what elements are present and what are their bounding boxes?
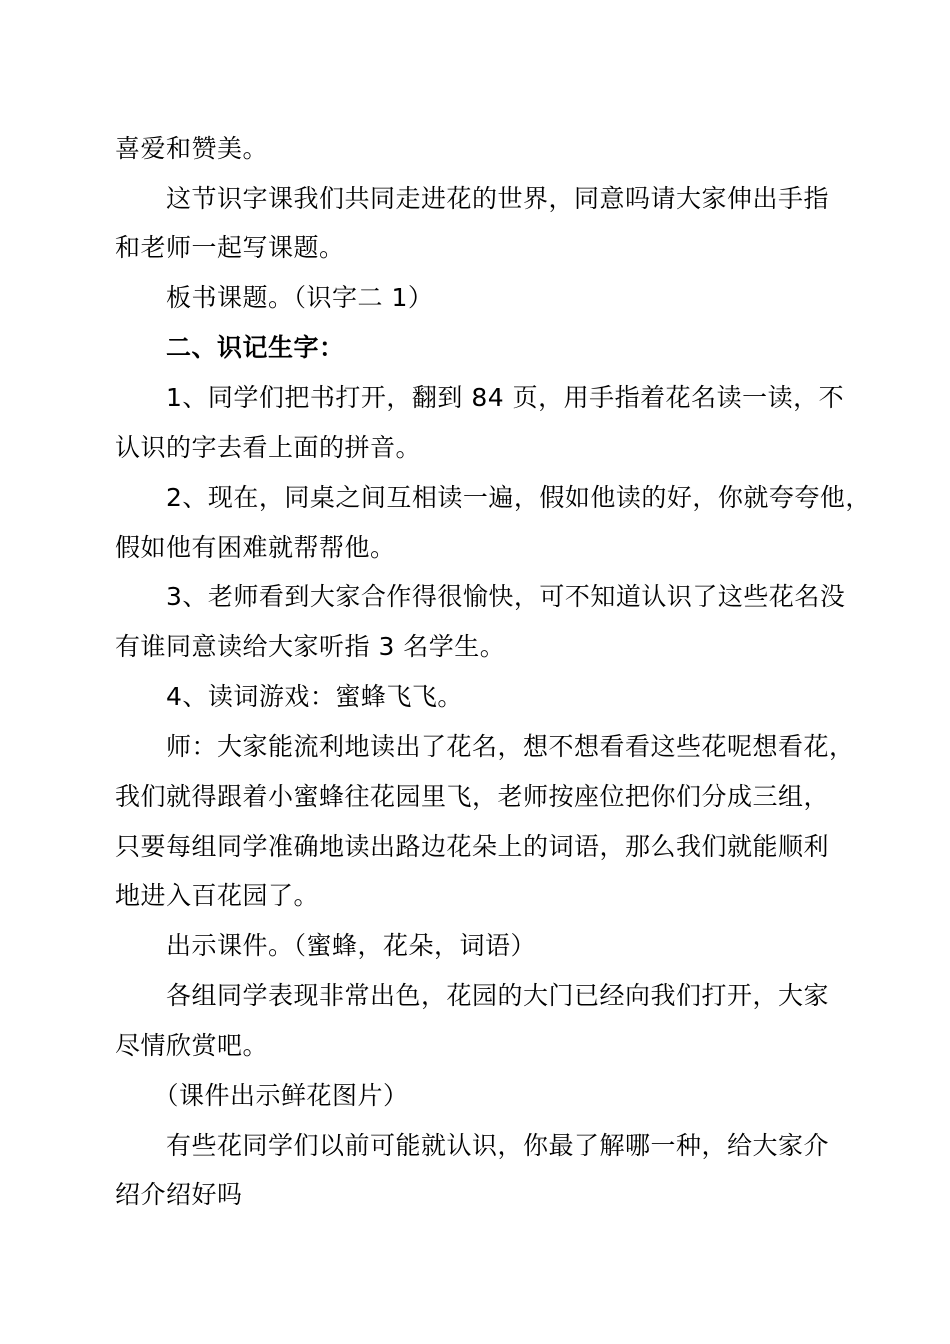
text-line: 假如他有困难就帮帮他。: [115, 533, 396, 562]
text-line: 出示课件。（蜜蜂，花朵，词语）: [115, 931, 537, 960]
text-line: 这节识字课我们共同走进花的世界，同意吗请大家伸出手指: [115, 184, 830, 213]
text-line: 有些花同学们以前可能就认识，你最了解哪一种，给大家介: [115, 1131, 830, 1160]
text-line: 有谁同意读给大家听指 3 名学生。: [115, 632, 506, 661]
section-heading: 二、识记生字：: [115, 333, 345, 362]
text-line: 我们就得跟着小蜜蜂往花园里飞，老师按座位把你们分成三组，: [115, 782, 830, 811]
text-line: 喜爱和赞美。: [115, 134, 269, 163]
text-line: 1、同学们把书打开，翻到 84 页，用手指着花名读一读，不: [115, 383, 845, 412]
text-line: 2、现在，同桌之间互相读一遍，假如他读的好，你就夸夸他，: [115, 483, 871, 512]
text-line: 4、读词游戏：蜜蜂飞飞。: [115, 682, 463, 711]
text-line: 师：大家能流利地读出了花名，想不想看看这些花呢想看花，: [115, 732, 855, 761]
text-line: 地进入百花园了。: [115, 881, 320, 910]
text-line: 和老师一起写课题。: [115, 233, 345, 262]
text-line: 3、老师看到大家合作得很愉快，可不知道认识了这些花名没: [115, 582, 846, 611]
text-line: （课件出示鲜花图片）: [115, 1081, 409, 1110]
text-line: 只要每组同学准确地读出路边花朵上的词语，那么我们就能顺利: [115, 832, 830, 861]
text-line: 尽情欣赏吧。: [115, 1031, 269, 1060]
text-line: 认识的字去看上面的拼音。: [115, 433, 422, 462]
text-line: 各组同学表现非常出色，花园的大门已经向我们打开，大家: [115, 981, 830, 1010]
text-line: 绍介绍好吗: [115, 1180, 243, 1209]
text-line: 板书课题。（识字二 1）: [115, 283, 434, 312]
